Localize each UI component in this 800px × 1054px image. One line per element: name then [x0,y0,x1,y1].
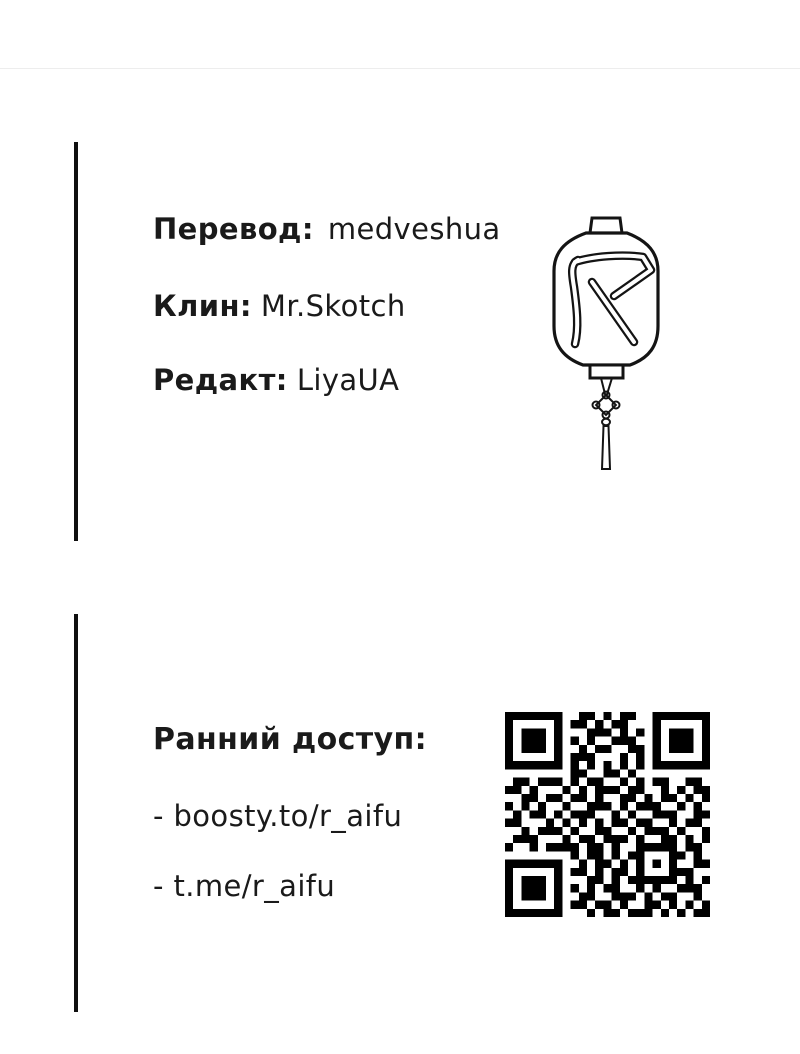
early-access-title: Ранний доступ: [153,722,428,757]
page-top-divider-line [0,68,800,69]
credit-value-translation: medveshua [327,212,501,246]
credit-value-edit: LiyaUA [296,363,400,397]
lantern-tassel [593,378,620,469]
early-access-vertical-rule [74,614,78,1012]
qr-code [505,712,710,917]
qr-code-matrix [505,712,710,917]
credit-line-edit [153,363,399,397]
credit-label-edit: Редакт: [153,363,288,397]
credits-vertical-rule [74,142,78,541]
credit-line-clean [153,289,406,323]
credit-label-translation: Перевод: [153,212,314,246]
lantern-bottom-cap [590,365,623,378]
early-access-link-boosty: - boosty.to/r_aifu [153,799,403,833]
lantern-logo-icon [548,212,666,480]
early-access-link-telegram: - t.me/r_aifu [153,869,336,903]
credit-line-translation [153,212,501,246]
credit-value-clean: Mr.Skotch [260,289,406,323]
credit-label-clean: Клин: [153,289,252,323]
lantern-top-cap [590,218,622,233]
